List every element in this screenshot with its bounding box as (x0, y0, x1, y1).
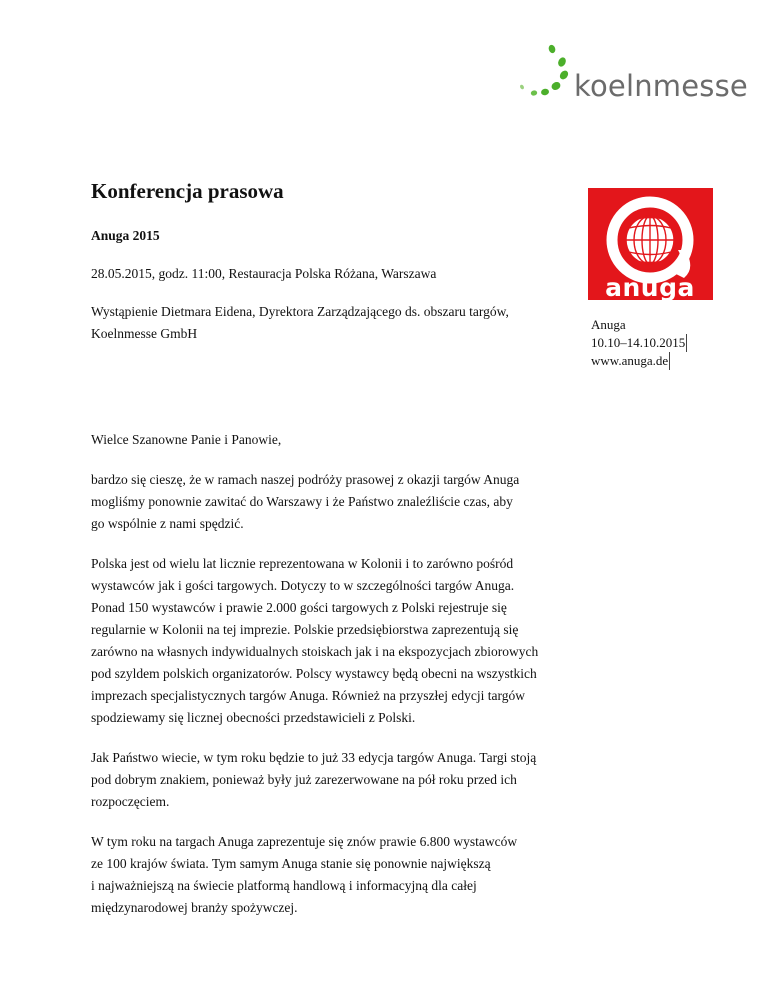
document-subtitle: Anuga 2015 (91, 228, 160, 243)
koelnmesse-dots-icon (512, 42, 576, 106)
text-line: wystawców jak i gości targowych. Dotyczy to w szczególności targów Anuga. (91, 578, 515, 593)
paragraph-2 (91, 553, 581, 729)
text-line: zarówno na własnych indywidualnych stoiskach jak i na ekspozycjach zbiorowych (91, 644, 539, 659)
koelnmesse-logo (512, 42, 748, 112)
anuga-logo (588, 188, 713, 300)
document-body (91, 178, 581, 919)
globe-icon (626, 216, 674, 264)
text-line: go wspólnie z nami spędzić. (91, 516, 244, 531)
paragraph-4 (91, 831, 581, 919)
text-line: mogliśmy ponownie zawitać do Warszawy i że Państwo znaleźliście czas, aby (91, 494, 513, 509)
text-line: ze 100 krajów świata. Tym samym Anuga stanie się ponownie największą (91, 856, 491, 871)
text-line: regularnie w Kolonii na tej imprezie. Polskie przedsiębiorstwa zaprezentują się (91, 622, 519, 637)
event-dates: 10.10–14.10.2015 (591, 335, 686, 350)
text-line: pod dobrym znakiem, ponieważ były już zarezerwowane na pół roku przed ich (91, 772, 517, 787)
greeting: Wielce Szanowne Panie i Panowie, (91, 432, 282, 447)
text-line: Jak Państwo wiecie, w tym roku będzie to już 33 edycja targów Anuga. Targi stoją (91, 750, 537, 765)
anuga-wordmark: anuga (605, 273, 695, 300)
koelnmesse-wordmark: koelnmesse (574, 69, 748, 103)
speaker-info (91, 301, 581, 345)
speaker-line: Wystąpienie Dietmara Eidena, Dyrektora Zarządzającego ds. obszaru targów, (91, 304, 509, 319)
text-line: imprezach specjalistycznych targów Anuga. Również na przyszłej edycji targów (91, 688, 525, 703)
text-line: W tym roku na targach Anuga zaprezentuje się znów prawie 6.800 wystawców (91, 834, 518, 849)
text-line: pod szyldem polskich organizatorów. Polscy wystawcy będą obecni na wszystkich (91, 666, 537, 681)
text-line: międzynarodowej branży spożywczej. (91, 900, 298, 915)
paragraph-3 (91, 747, 581, 813)
text-line: Ponad 150 wystawców i prawie 2.000 gości targowych z Polski rejestruje się (91, 600, 507, 615)
event-name: Anuga (591, 317, 626, 332)
text-line: i najważniejszą na świecie platformą handlową i informacyjną dla całej (91, 878, 477, 893)
event-url[interactable]: www.anuga.de (591, 353, 669, 368)
document-title: Konferencja prasowa (91, 179, 284, 203)
text-line: bardzo się cieszę, że w ramach naszej podróży prasowej z okazji targów Anuga (91, 472, 520, 487)
event-meta: 28.05.2015, godz. 11:00, Restauracja Polska Różana, Warszawa (91, 266, 437, 281)
text-line: rozpoczęciem. (91, 794, 170, 809)
text-line: spodziewamy się licznej obecności przedstawicieli z Polski. (91, 710, 416, 725)
event-info (591, 316, 687, 370)
text-line: Polska jest od wielu lat licznie reprezentowana w Kolonii i to zarówno pośród (91, 556, 514, 571)
speaker-line: Koelnmesse GmbH (91, 326, 198, 341)
paragraph-1 (91, 469, 581, 535)
